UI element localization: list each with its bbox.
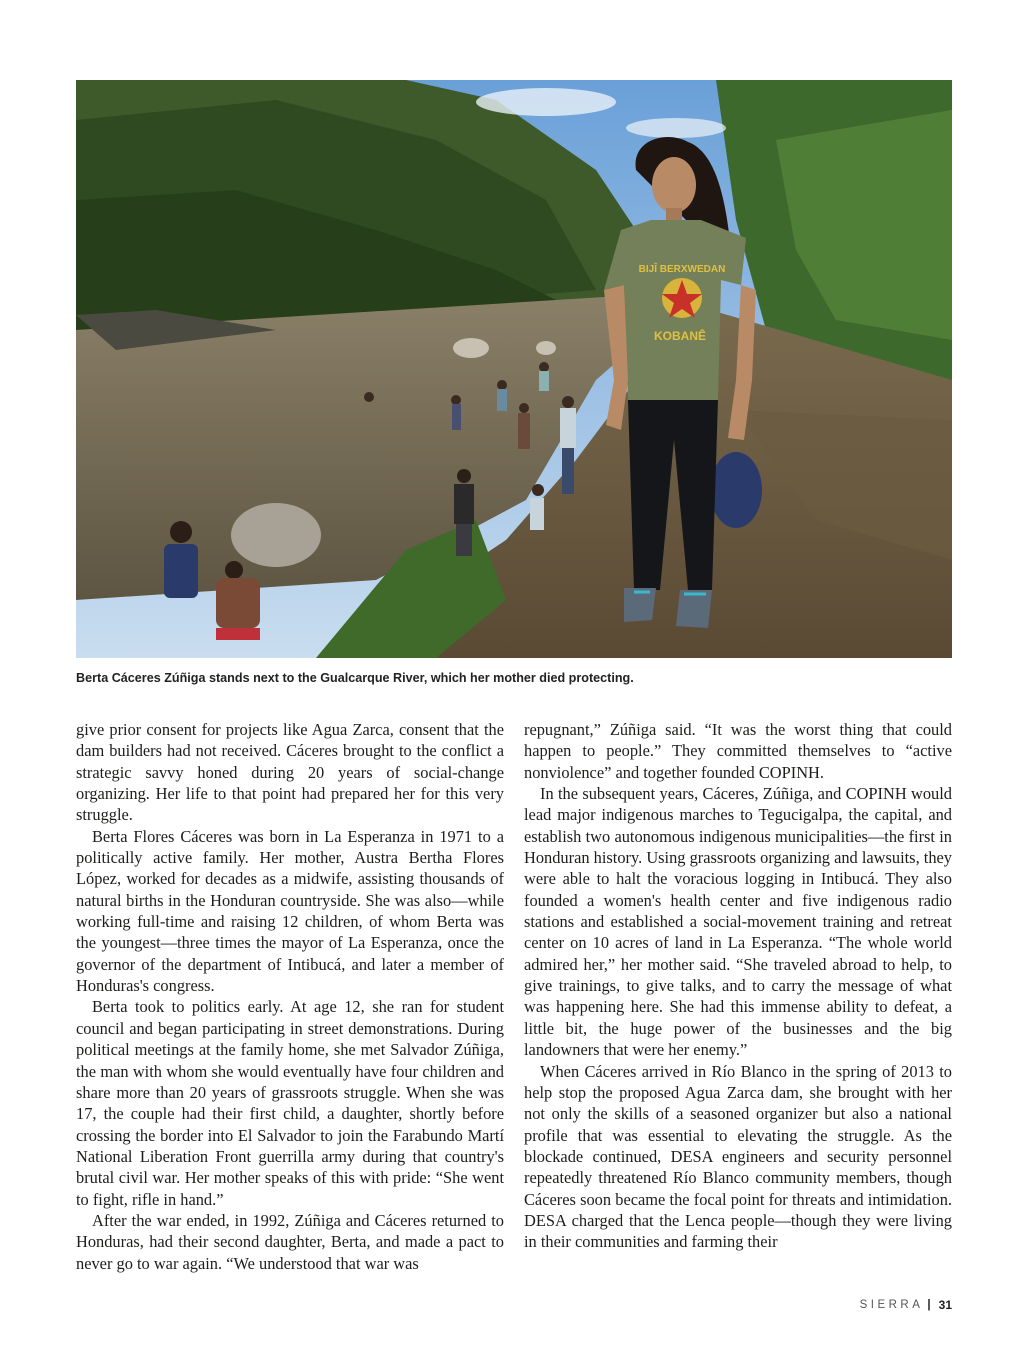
river-photo bbox=[76, 80, 952, 658]
photo-caption: Berta Cáceres Zúñiga stands next to the Gualcarque River, which her mother died protecting. bbox=[76, 671, 634, 685]
magazine-name: SIERRA bbox=[859, 1299, 924, 1311]
article-column-right bbox=[524, 719, 952, 1253]
river-photo-illustration bbox=[76, 80, 952, 658]
shirt-text-top: BIJÎ BERXWEDAN bbox=[638, 264, 726, 275]
paragraph: After the war ended, in 1992, Zúñiga and Cáceres returned to Honduras, had their second daughter, Berta, and made a pact to never go to war again. “We understood that war was bbox=[76, 1210, 504, 1273]
shirt-text-bottom: KOBANÊ bbox=[653, 329, 707, 343]
page-footer bbox=[860, 1298, 952, 1312]
footer-separator: | bbox=[927, 1299, 931, 1311]
article-column-left bbox=[76, 719, 504, 1274]
paragraph: give prior consent for projects like Agua Zarca, consent that the dam builders had not received. Cáceres brought to the conflict a strategic savvy honed during 20 years of social-change organizing. Her life to that point had prepared her for this very struggle. bbox=[76, 720, 504, 825]
paragraph: Berta took to politics early. At age 12, she ran for student council and began participating in street demonstrations. During political meetings at the family home, she met Salvador Zúñiga, the man with whom she would eventually have four children and share more than 20 years of grassroots struggle. When she was 17, the couple had their first child, a daughter, shortly before crossing the border into El Salvador to join the Farabundo Martí National Liberation Front guerrilla army during that country's brutal civil war. Her mother speaks of this with pride: “She went to fight, rifle in hand.” bbox=[76, 997, 504, 1209]
page-number: 31 bbox=[938, 1298, 952, 1312]
paragraph: Berta Flores Cáceres was born in La Esperanza in 1971 to a politically active family. Her mother, Austra Bertha Flores López, worked for decades as a midwife, assisting thousands of natural births in the Honduran countryside. She was also—while working full-time and raising 12 children, of whom Berta was the youngest—three times the mayor of La Esperanza, once the governor of the department of Intibucá, and later a member of Honduras's congress. bbox=[76, 826, 504, 996]
paragraph: When Cáceres arrived in Río Blanco in the spring of 2013 to help stop the proposed Agua Zarca dam, she brought with her not only the skills of a seasoned organizer but also a national profile that was essential to elevating the struggle. As the blockade continued, DESA engineers and security personnel repeatedly threatened Río Blanco community members, though Cáceres soon became the focal point for threats and intimidation. DESA charged that the Lenca people—though they were living in their communities and farming their bbox=[524, 1061, 952, 1252]
paragraph: repugnant,” Zúñiga said. “It was the worst thing that could happen to people.” They committed themselves to “active nonviolence” and together founded COPINH. bbox=[524, 720, 952, 782]
paragraph: In the subsequent years, Cáceres, Zúñiga, and COPINH would lead major indigenous marches to Tegucigalpa, the capital, and establish two autonomous indigenous municipalities—the first in Honduran history. Using grassroots organizing and lawsuits, they were able to halt the voracious logging in Intibucá. They also founded a women's health center and five indigenous radio stations and established a social-movement training and retreat center on 10 acres of land in La Esperanza. “The whole world admired her,” her mother said. “She traveled abroad to help, to give trainings, to give talks, and to carry the message of what was happening here. She had this immense ability to defeat, a little bit, the huge power of the businesses and the big landowners that were her enemy.” bbox=[524, 784, 952, 1060]
